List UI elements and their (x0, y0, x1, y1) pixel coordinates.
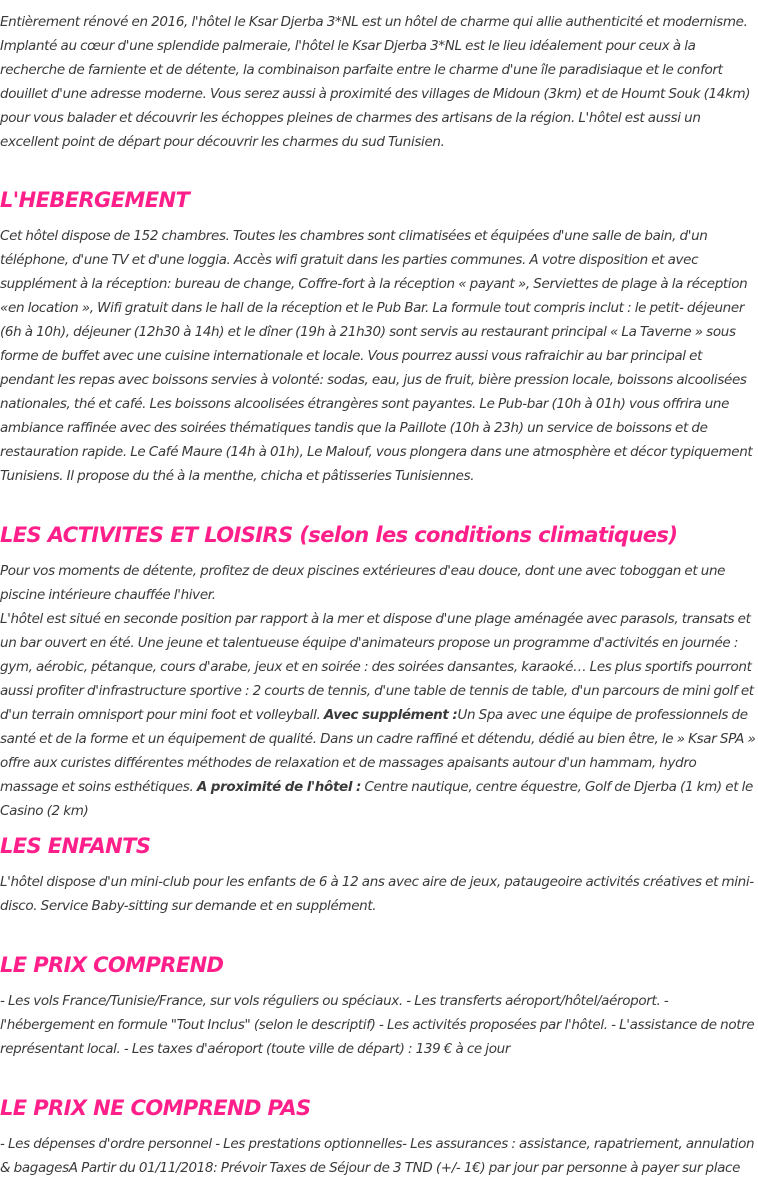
activites-heading: LES ACTIVITES ET LOISIRS (selon les conditions climatiques) (0, 523, 678, 547)
enfants-heading: LES ENFANTS (0, 834, 151, 858)
prix-comprend-paragraph: - Les vols France/Tunisie/France, sur vols réguliers ou spéciaux. - Les transferts aéroport/hôtel/aéroport. - l'hébergement en formule "Tout Inclus" (selon le descriptif) - Les activités proposées par l'hôtel. - L'assistance de notre représentant local. - Les taxes d'aéroport (toute ville de départ) : 139 € à ce jour (0, 993, 755, 1057)
prix-ne-comprend-paragraph: - Les dépenses d'ordre personnel - Les prestations optionnelles- Les assurances : assistance, rapatriement, annulation & bagagesA Partir du 01/11/2018: Prévoir Taxes de Séjour de 3 TND (+/- 1€) par jour par personne à payer sur place (0, 1136, 755, 1176)
enfants-body (0, 870, 758, 918)
proximite-label: A proximité de l'hôtel : (196, 779, 362, 795)
proximite-text: Centre nautique, centre équestre, Golf de Djerba (1 km) et le Casino (2 km) (0, 779, 753, 819)
enfants-paragraph: L'hôtel dispose d'un mini-club pour les enfants de 6 à 12 ans avec aire de jeux, pataugeoire activités créatives et mini-disco. Service Baby-sitting sur demande et en supplément. (0, 874, 754, 914)
activites-animation-text: L'hôtel est situé en seconde position par rapport à la mer et dispose d'une plage aménagée avec parasols, transats et un bar ouvert en été. Une jeune et talentueuse équipe d'animateurs propose un programme d'activités en journée : gym, aérobic, pétanque, cours d'arabe, jeux et en soirée : des soirées dansantes, karaoké… Les plus sportifs pourront aussi profiter d'infrastructure sportive : 2 courts de tennis, d'une table de tennis de table, d'un parcours de mini golf et d'un terrain omnisport pour mini foot et volleyball. (0, 611, 754, 723)
prix-ne-comprend-heading: LE PRIX NE COMPREND PAS (0, 1096, 311, 1120)
prix-comprend-heading: LE PRIX COMPREND (0, 953, 224, 977)
intro-paragraph: Entièrement rénové en 2016, l'hôtel le Ksar Djerba 3*NL est un hôtel de charme qui allie authenticité et modernisme. Implanté au cœur d'une splendide palmeraie, l'hôtel le Ksar Djerba 3*NL est le lieu idéalement pour ceux à la recherche de farniente et de détente, la combinaison parfaite entre le charme d'une île paradisiaque et le confort douillet d'une adresse moderne. Vous serez aussi à proximité des villages de Midoun (3km) et de Houmt Souk (14km) pour vous balader et découvrir les échoppes pleines de charmes des artisans de la région. L'hôtel est aussi un excellent point de départ pour découvrir les charmes du sud Tunisien. (0, 14, 751, 150)
activites-body (0, 559, 758, 823)
hebergement-section (0, 186, 758, 214)
supplement-label: Avec supplément : (323, 707, 458, 723)
prix-ne-comprend-section (0, 1094, 758, 1122)
hebergement-body (0, 224, 758, 488)
prix-comprend-section (0, 951, 758, 979)
prix-ne-comprend-body (0, 1132, 758, 1180)
activites-piscines-paragraph: Pour vos moments de détente, profitez de deux piscines extérieures d'eau douce, dont une avec toboggan et une piscine intérieure chauffée l'hiver. (0, 563, 726, 603)
intro-section (0, 10, 758, 154)
prix-comprend-body (0, 989, 758, 1061)
activites-main-paragraph (0, 607, 758, 823)
activites-section (0, 521, 758, 549)
hebergement-paragraph: Cet hôtel dispose de 152 chambres. Toutes les chambres sont climatisées et équipées d'une salle de bain, d'un téléphone, d'une TV et d'une loggia. Accès wifi gratuit dans les parties communes. A votre disposition et avec supplément à la réception: bureau de change, Coffre-fort à la réception « payant », Serviettes de plage à la réception «en location », Wifi gratuit dans le hall de la réception et le Pub Bar. La formule tout compris inclut : le petit- déjeuner (6h à 10h), déjeuner (12h30 à 14h) et le dîner (19h à 21h30) sont servis au restaurant principal « La Taverne » sous forme de buffet avec une cuisine internationale et locale. Vous pourrez aussi vous rafraichir au bar principal et pendant les repas avec boissons servies à volonté: sodas, eau, jus de fruit, bière pression locale, boissons alcoolisées nationales, thé et café. Les boissons alcoolisées étrangères sont payantes. Le Pub-bar (10h à 01h) vous offrira une ambiance raffinée avec des soirées thématiques tandis que la Paillote (10h à 23h) un service de boissons et de restauration rapide. Le Café Maure (14h à 01h), Le Malouf, vous plongera dans une atmosphère et décor typiquement Tunisiens. Il propose du thé à la menthe, chicha et pâtisseries Tunisiennes. (0, 228, 753, 484)
supplement-text: Un Spa avec une équipe de professionnels de santé et de la forme et un équipement de qualité. Dans un cadre raffiné et détendu, dédié au bien être, le » Ksar SPA » offre aux curistes différentes méthodes de relaxation et de massages apaisants autour d'un hammam, hydro massage et soins esthétiques. (0, 707, 756, 795)
enfants-section (0, 832, 758, 860)
hebergement-heading: L'HEBERGEMENT (0, 188, 190, 212)
